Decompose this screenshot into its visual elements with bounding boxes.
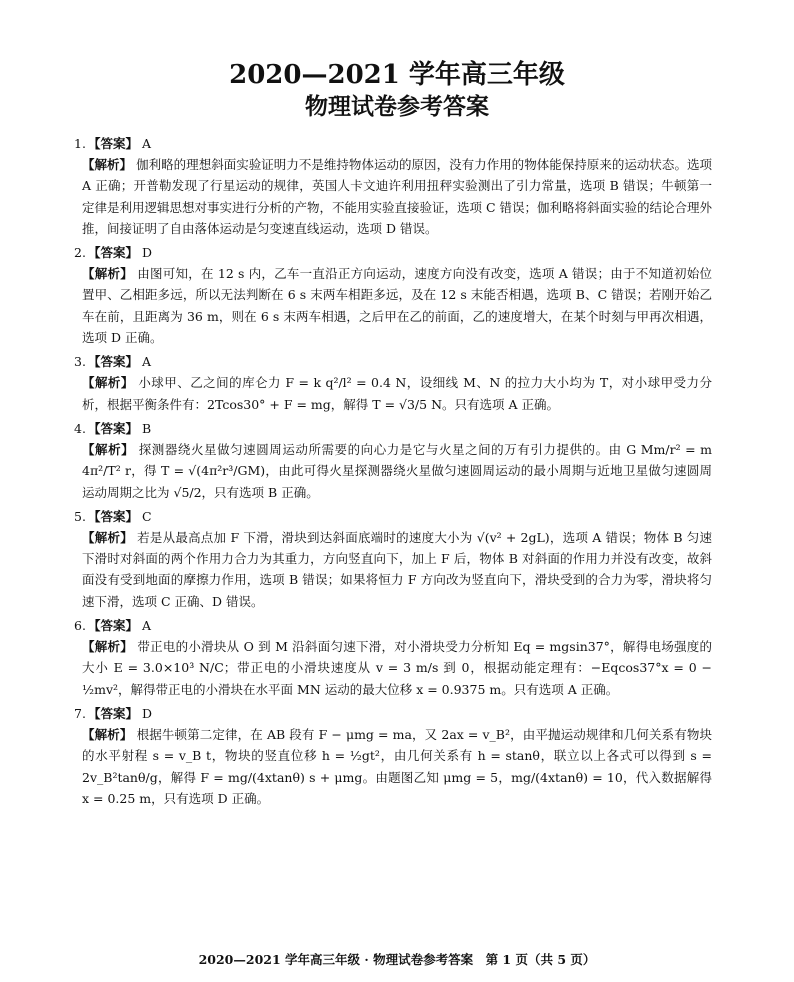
question-3 — [74, 352, 712, 415]
explanation-text: 由图可知，在 12 s 内，乙车一直沿正方向运动，速度方向没有改变，选项 A 错误；由于不知道初始位置甲、乙相距多远，所以无法判断在 6 s 末两车相距多远，及在 12 s 末能否相遇，选项 B、C 错误；若刚开始乙车在前，且距离为 36 m，则在 6 s 末两车相遇，之后甲在乙的前面，乙的速度增大，在某个时刻与甲再次相遇，选项 D 正确。 — [82, 266, 712, 346]
explanation-text: 根据牛顿第二定律，在 AB 段有 F − μmg = ma，又 2ax = v_B²，由平抛运动规律和几何关系有物块的水平射程 s = v_B t，物块的竖直位移 h = ½gt²，由几何关系有 h = stanθ，联立以上各式可以得到 s = 2v_B²tanθ/g，解得 F = mg/(4xtanθ) s + μmg。由题图乙知 μmg = 5，mg/(4xtanθ) = 10，代入数据解得 x = 0.25 m，只有选项 D 正确。 — [82, 726, 712, 806]
question-4 — [74, 419, 712, 503]
explanation — [82, 636, 712, 700]
answer-line — [74, 419, 712, 439]
question-7 — [74, 704, 712, 809]
answer-line — [74, 507, 712, 527]
answer-value: A — [142, 354, 152, 370]
analysis-tag: 【解析】 — [82, 529, 133, 545]
explanation-text: 小球甲、乙之间的库仑力 F = k q²/l² = 0.4 N，设细线 M、N 的拉力大小均为 T，对小球甲受力分析，根据平衡条件有：2Tcos30° + F = mg，解得 T = √3/5 N。只有选项 A 正确。 — [82, 375, 712, 412]
answer-tag: 【答案】 — [88, 354, 139, 370]
answer-line — [74, 134, 712, 154]
answer-tag: 【答案】 — [88, 705, 139, 721]
question-6 — [74, 616, 712, 700]
explanation — [82, 263, 712, 348]
answer-line — [74, 352, 712, 372]
question-number: 4. — [74, 420, 86, 436]
answer-tag: 【答案】 — [88, 245, 139, 261]
answer-value: D — [142, 245, 153, 261]
analysis-tag: 【解析】 — [82, 157, 133, 172]
question-2 — [74, 243, 712, 348]
question-number: 6. — [74, 618, 86, 634]
explanation — [82, 372, 712, 415]
answer-value: B — [142, 420, 152, 436]
question-5 — [74, 507, 712, 612]
analysis-tag: 【解析】 — [82, 441, 135, 457]
explanation-text: 探测器绕火星做匀速圆周运动所需要的向心力是它与火星之间的万有引力提供的。由 G Mm/r² = m 4π²/T² r，得 T = √(4π²r³/GM)，由此可得火星探测器绕火星做匀速圆周运动的最小周期与近地卫星做匀速圆周运动周期之比为 √5/2，只有选项 B 正确。 — [82, 441, 712, 500]
answer-tag: 【答案】 — [88, 420, 139, 436]
explanation — [82, 527, 712, 612]
answer-tag: 【答案】 — [88, 508, 139, 524]
analysis-tag: 【解析】 — [82, 726, 133, 742]
question-number: 2. — [74, 245, 86, 261]
explanation-text: 带正电的小滑块从 O 到 M 沿斜面匀速下滑，对小滑块受力分析知 Eq = mgsin37°，解得电场强度的大小 E = 3.0×10³ N/C；带正电的小滑块速度从 v = 3 m/s 到 0，根据动能定理有：−Eqcos37°x = 0 − ½mv²，解得带正电的小滑块在水平面 MN 运动的最大位移 x = 0.9375 m。只有选项 A 正确。 — [82, 639, 712, 697]
question-number: 3. — [74, 354, 86, 370]
answer-tag: 【答案】 — [88, 136, 139, 151]
page-footer: 2020—2021 学年高三年级 · 物理试卷参考答案 第 1 页（共 5 页） — [198, 952, 596, 967]
explanation — [82, 724, 712, 809]
explanation-text: 伽利略的理想斜面实验证明力不是维持物体运动的原因，没有力作用的物体能保持原来的运动状态。选项 A 正确；开普勒发现了行星运动的规律，英国人卡文迪许利用扭秤实验测出了引力常量，选项 B 错误；牛顿第一定律是利用逻辑思想对事实进行分析的产物，不能用实验直接验证，选项 C 错误；伽利略将斜面实验的结论合理外推，间接证明了自由落体运动是匀变速直线运动，选项 D 错误。 — [82, 157, 713, 236]
answer-tag: 【答案】 — [88, 618, 139, 634]
question-number: 1. — [74, 136, 86, 151]
answer-line — [74, 243, 712, 263]
question-number: 5. — [74, 508, 86, 524]
answer-value: D — [142, 705, 153, 721]
explanation-text: 若是从最高点加 F 下滑，滑块到达斜面底端时的速度大小为 √(v² + 2gL)，选项 A 错误；物体 B 匀速下滑时对斜面的两个作用力合力为其重力，方向竖直向下，加上 F 后，物体 B 对斜面的作用力并没有改变，故斜面没有受到地面的摩擦力作用，选项 B 错误；如果将恒力 F 方向改为竖直向下，滑块受到的合力为零，滑块将匀速下滑，选项 C 正确、D 错误。 — [82, 529, 712, 609]
answer-value: C — [142, 508, 152, 524]
analysis-tag: 【解析】 — [82, 266, 133, 282]
page-title: 2020—2021 学年高三年级 — [229, 60, 565, 90]
question-number: 7. — [74, 705, 86, 721]
page-subtitle: 物理试卷参考答案 — [305, 93, 489, 120]
answer-value: A — [142, 136, 152, 151]
analysis-tag: 【解析】 — [82, 375, 134, 391]
explanation — [82, 154, 712, 239]
answer-value: A — [142, 618, 152, 634]
analysis-tag: 【解析】 — [82, 639, 134, 655]
answer-line — [74, 616, 712, 636]
question-1 — [74, 134, 713, 239]
answer-line — [74, 704, 712, 724]
explanation — [82, 439, 712, 503]
